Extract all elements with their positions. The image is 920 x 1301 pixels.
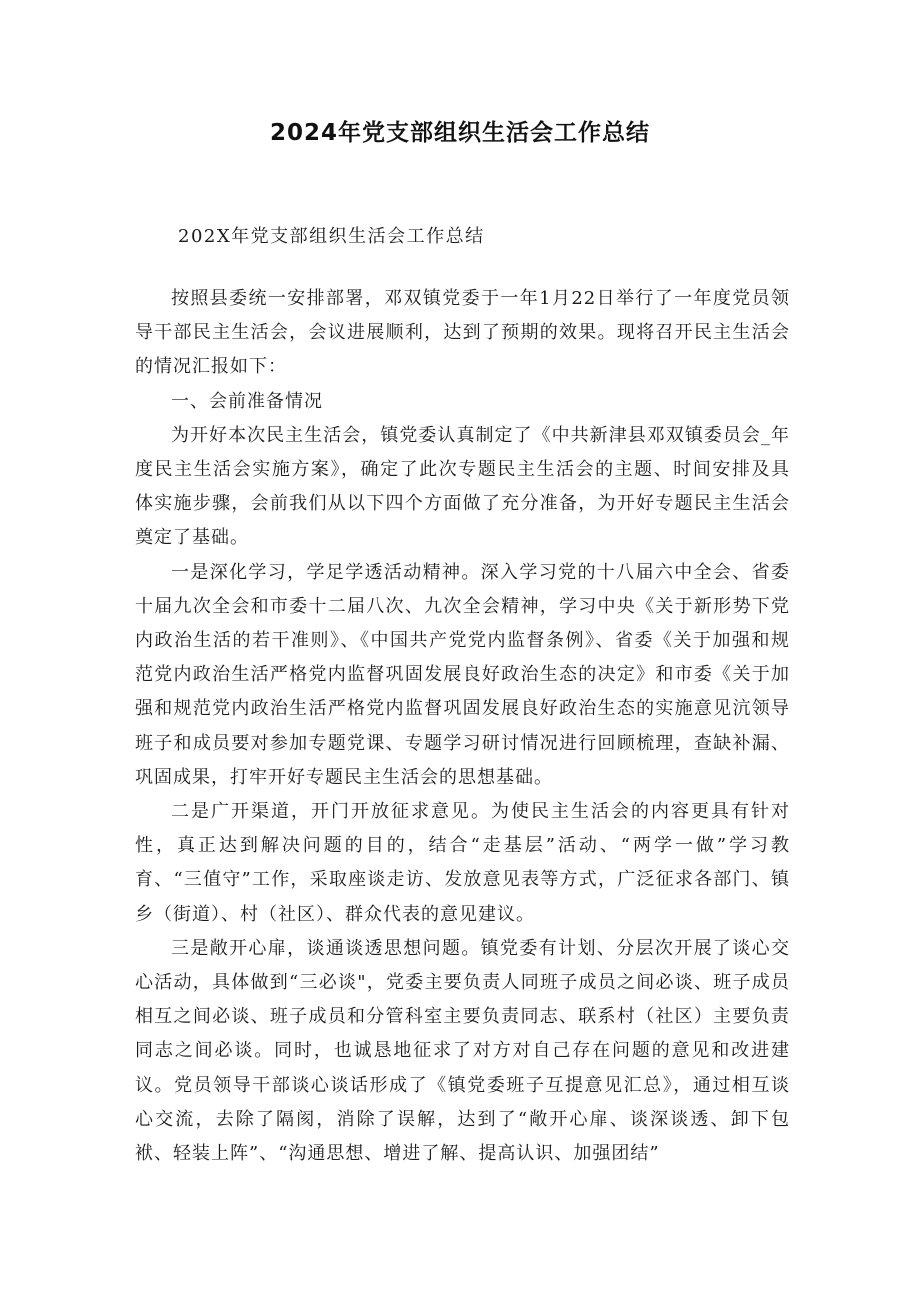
paragraph-preparation: 为开好本次民主生活会，镇党委认真制定了《中共新津县邓双镇委员会_年度民主生活会实施方案》，确定了此次专题民主生活会的主题、时间安排及具体实施步骤，会前我们从以下四个方面做了充分准备，为开好专题民主生活会奠定了基础。 <box>135 424 790 549</box>
paragraph-opinions: 二是广开渠道，开门开放征求意见。为使民主生活会的内容更具有针对性，真正达到解决问题的目的，结合“走基层”活动、“两学一做”学习教育、“三值守”工作，采取座谈走访、发放意见表等方式，广泛征求各部门、镇乡（街道）、村（社区）、群众代表的意见建议。 <box>135 801 790 925</box>
document-subtitle: 202X年党支部组织生活会工作总结 <box>178 226 485 247</box>
section-heading: 一、会前准备情况 <box>171 390 323 412</box>
paragraph-intro: 按照县委统一安排部署，邓双镇党委于一年1月22日举行了一年度党员领导干部民主生活会，会议进展顺利，达到了预期的效果。现将召开民主生活会的情况汇报如下： <box>135 288 790 378</box>
document-title: 2024年党支部组织生活会工作总结 <box>269 120 650 146</box>
document-body <box>135 282 790 1171</box>
paragraph-study: 一是深化学习，学足学透活动精神。深入学习党的十八届六中全会、省委十届九次全会和市委十二届八次、九次全会精神，学习中央《关于新形势下党内政治生活的若干准则》、《中国共产党党内监督条例》、省委《关于加强和规范党内政治生活严格党内监督巩固发展良好政治生态的决定》和市委《关于加强和规范党内政治生活严格党内监督巩固发展良好政治生态的实施意见沆领导班子和成员要对参加专题党课、专题学习研讨情况进行回顾梳理，查缺补漏、巩固成果，打牢开好专题民主生活会的思想基础。 <box>135 561 790 788</box>
paragraph-talks: 三是敞开心扉，谈通谈透思想问题。镇党委有计划、分层次开展了谈心交心活动，具体做到“三必谈"，党委主要负责人同班子成员之间必谈、班子成员相互之间必谈、班子成员和分管科室主要负责同志、联系村（社区）主要负责同志之间必谈。同时，也诚恳地征求了对方对自己存在问题的意见和改进建议。党员领导干部谈心谈话形成了《镇党委班子互提意见汇总》，通过相互谈心交流，去除了隔阂，消除了误解，达到了“敞开心扉、谈深谈透、卸下包袱、轻装上阵”、“沟通思想、增进了解、提高认识、加强团结” <box>135 937 790 1165</box>
